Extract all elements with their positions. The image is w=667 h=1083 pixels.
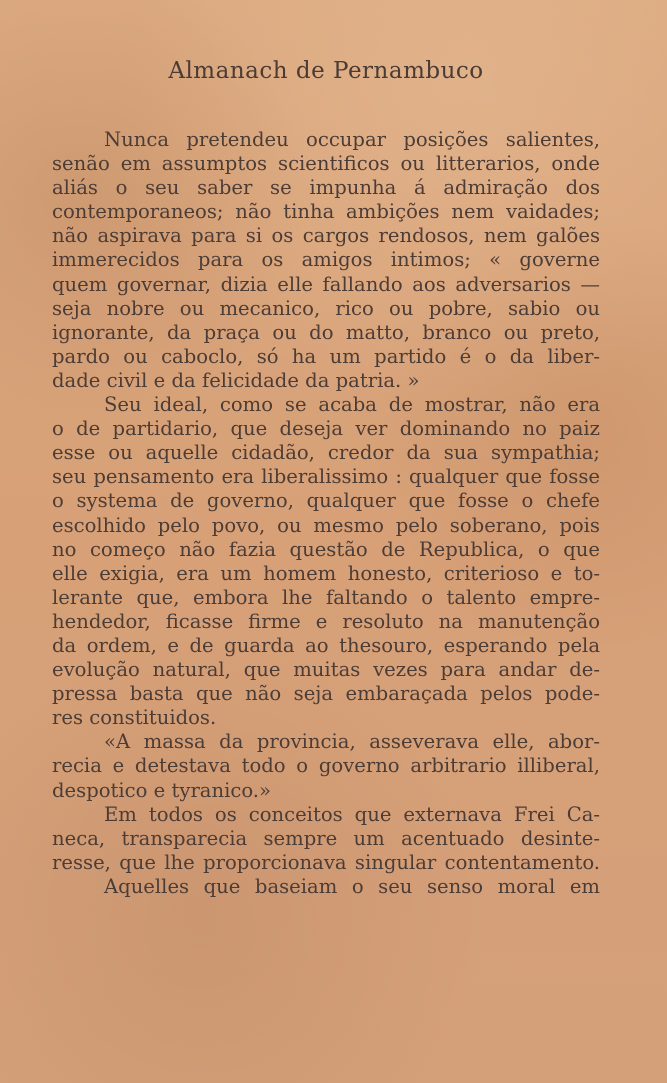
text-line: não aspirava para si os cargos rendosos, nem galões (52, 224, 600, 248)
text-line: elle exigia, era um homem honesto, criterioso e to- (52, 561, 600, 585)
text-line: dade civil e da felicidade da patria. » (52, 368, 420, 392)
text-line: esse ou aquelle cidadão, credor da sua sympathia; (52, 441, 600, 465)
text-line: contemporaneos; não tinha ambições nem vaidades; (52, 200, 600, 224)
text-line: seu pensamento era liberalissimo : qualquer que fosse (52, 465, 600, 489)
text-line: escolhido pelo povo, ou mesmo pelo soberano, pois (52, 513, 600, 537)
text-line: ignorante, da praça ou do matto, branco ou preto, (52, 320, 600, 344)
text-line: res constituidos. (52, 706, 217, 730)
text-line: quem governar, dizia elle fallando aos adversarios — (52, 272, 600, 296)
text-line: «A massa da provincia, asseverava elle, abor- (104, 730, 600, 754)
text-line: o de partidario, que deseja ver dominando no paiz (52, 417, 600, 441)
text-line: pardo ou caboclo, só ha um partido é o da liber- (52, 344, 600, 368)
text-line: hendedor, ficasse firme e resoluto na manutenção (52, 609, 600, 633)
text-line: senão em assumptos scientificos ou litterarios, onde (52, 152, 600, 176)
text-line: Nunca pretendeu occupar posições salientes, (104, 128, 600, 151)
text-line: despotico e tyranico.» (52, 778, 272, 802)
text-line: pressa basta que não seja embaraçada pelos pode- (52, 682, 600, 706)
text-line: lerante que, embora lhe faltando o talento empre- (52, 585, 600, 609)
body-text (52, 128, 600, 899)
text-line: evolução natural, que muitas vezes para andar de- (52, 658, 600, 682)
text-line: aliás o seu saber se impunha á admiração dos (52, 176, 600, 200)
text-line: Aquelles que baseiam o seu senso moral em (104, 874, 600, 898)
text-line: da ordem, e de guarda ao thesouro, esperando pela (52, 633, 600, 657)
running-header (0, 58, 667, 84)
text-line: Em todos os conceitos que externava Frei Ca- (104, 802, 600, 826)
text-line: immerecidos para os amigos intimos; « governe (52, 248, 600, 272)
text-line: Seu ideal, como se acaba de mostrar, não era (104, 393, 600, 417)
running-header-title: Almanach de Pernambuco (168, 58, 484, 84)
text-line: o systema de governo, qualquer que fosse o chefe (52, 489, 600, 513)
text-line: neca, transparecia sempre um acentuado desinte- (52, 826, 600, 850)
text-line: recia e detestava todo o governo arbitrario illiberal, (52, 754, 600, 778)
text-line: seja nobre ou mecanico, rico ou pobre, sabio ou (52, 296, 600, 320)
text-line: resse, que lhe proporcionava singular contentamento. (52, 850, 600, 874)
text-line: no começo não fazia questão de Republica, o que (52, 537, 600, 561)
